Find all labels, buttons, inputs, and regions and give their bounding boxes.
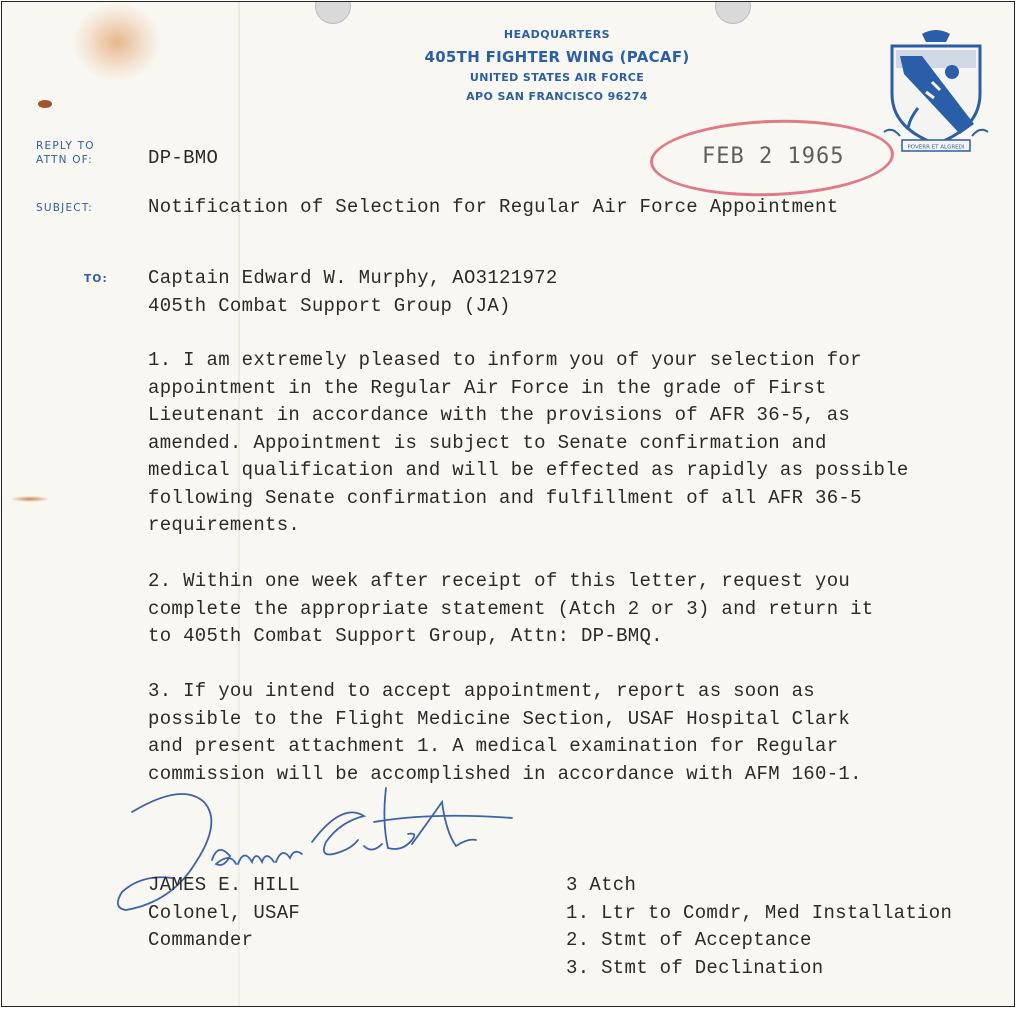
paragraph-line: and present attachment 1. A medical examination for Regular <box>148 735 839 757</box>
punch-hole-right <box>715 1 751 24</box>
attn-of-label: ATTN OF: <box>36 154 93 166</box>
paragraph-line: 1. I am extremely pleased to inform you of your selection for <box>148 349 862 371</box>
signature-block <box>148 872 300 955</box>
paragraph-3 <box>148 678 862 788</box>
unit-crest-icon <box>882 28 990 154</box>
letterhead-headquarters: HEADQUARTERS <box>503 28 611 41</box>
paragraph-line: 3. If you intend to accept appointment, report as soon as <box>148 680 816 702</box>
paragraph-line: Lieutenant in accordance with the provisions of AFR 36-5, as <box>148 404 851 426</box>
attachment-item: 2. Stmt of Acceptance <box>566 929 812 951</box>
paragraph-line: 2. Within one week after receipt of this letter, request you <box>148 570 851 592</box>
attachment-item: 3. Stmt of Declination <box>566 956 824 979</box>
signer-title: Commander <box>148 929 254 951</box>
paragraph-line: possible to the Flight Medicine Section, USAF Hospital Clark <box>148 707 851 730</box>
paragraph-line: complete the appropriate statement (Atch 2 or 3) and return it <box>148 597 874 620</box>
addressee-name: Captain Edward W. Murphy, AO3121972 <box>148 267 558 289</box>
age-stain <box>72 2 162 82</box>
paragraph-line: requirements. <box>148 514 301 536</box>
subject-label: SUBJECT: <box>36 202 94 214</box>
paragraph-line: following Senate confirmation and fulfillment of all AFR 36-5 <box>148 486 862 509</box>
letterhead-address: APO SAN FRANCISCO 96274 <box>466 90 648 103</box>
attachments-count: 3 Atch <box>566 874 637 896</box>
paragraph-line: commission will be accomplished in accordance with AFM 160-1. <box>148 762 862 785</box>
rust-spot <box>38 100 52 108</box>
to-label: TO: <box>84 273 108 285</box>
reply-to-label: REPLY TO <box>36 140 95 152</box>
letter-page <box>1 1 1015 1007</box>
reply-office-code: DP-BMO <box>148 147 219 169</box>
letterhead-unit: 405TH FIGHTER WING (PACAF) <box>424 48 690 66</box>
paragraph-1 <box>148 347 909 540</box>
addressee-block <box>148 265 558 320</box>
attachments-list <box>566 872 952 982</box>
signer-rank: Colonel, USAF <box>148 901 301 924</box>
signer-name: JAMES E. HILL <box>148 874 301 896</box>
paragraph-line: appointment in the Regular Air Force in the grade of First <box>148 376 827 399</box>
paragraph-2 <box>148 568 874 651</box>
date-stamp: FEB 2 1965 <box>702 144 845 169</box>
addressee-unit: 405th Combat Support Group (JA) <box>148 294 511 317</box>
paragraph-line: to 405th Combat Support Group, Attn: DP-BMQ. <box>148 625 663 647</box>
rust-spot <box>10 496 50 502</box>
crest-motto: POVERR ET ALGREDI <box>907 144 965 151</box>
attachment-item: 1. Ltr to Comdr, Med Installation <box>566 901 953 924</box>
paragraph-line: amended. Appointment is subject to Senate confirmation and <box>148 431 827 454</box>
letterhead-service: UNITED STATES AIR FORCE <box>469 71 645 84</box>
punch-hole-left <box>315 1 351 24</box>
subject-line: Notification of Selection for Regular Air Force Appointment <box>148 196 839 218</box>
paragraph-line: medical qualification and will be effected as rapidly as possible <box>148 459 909 481</box>
